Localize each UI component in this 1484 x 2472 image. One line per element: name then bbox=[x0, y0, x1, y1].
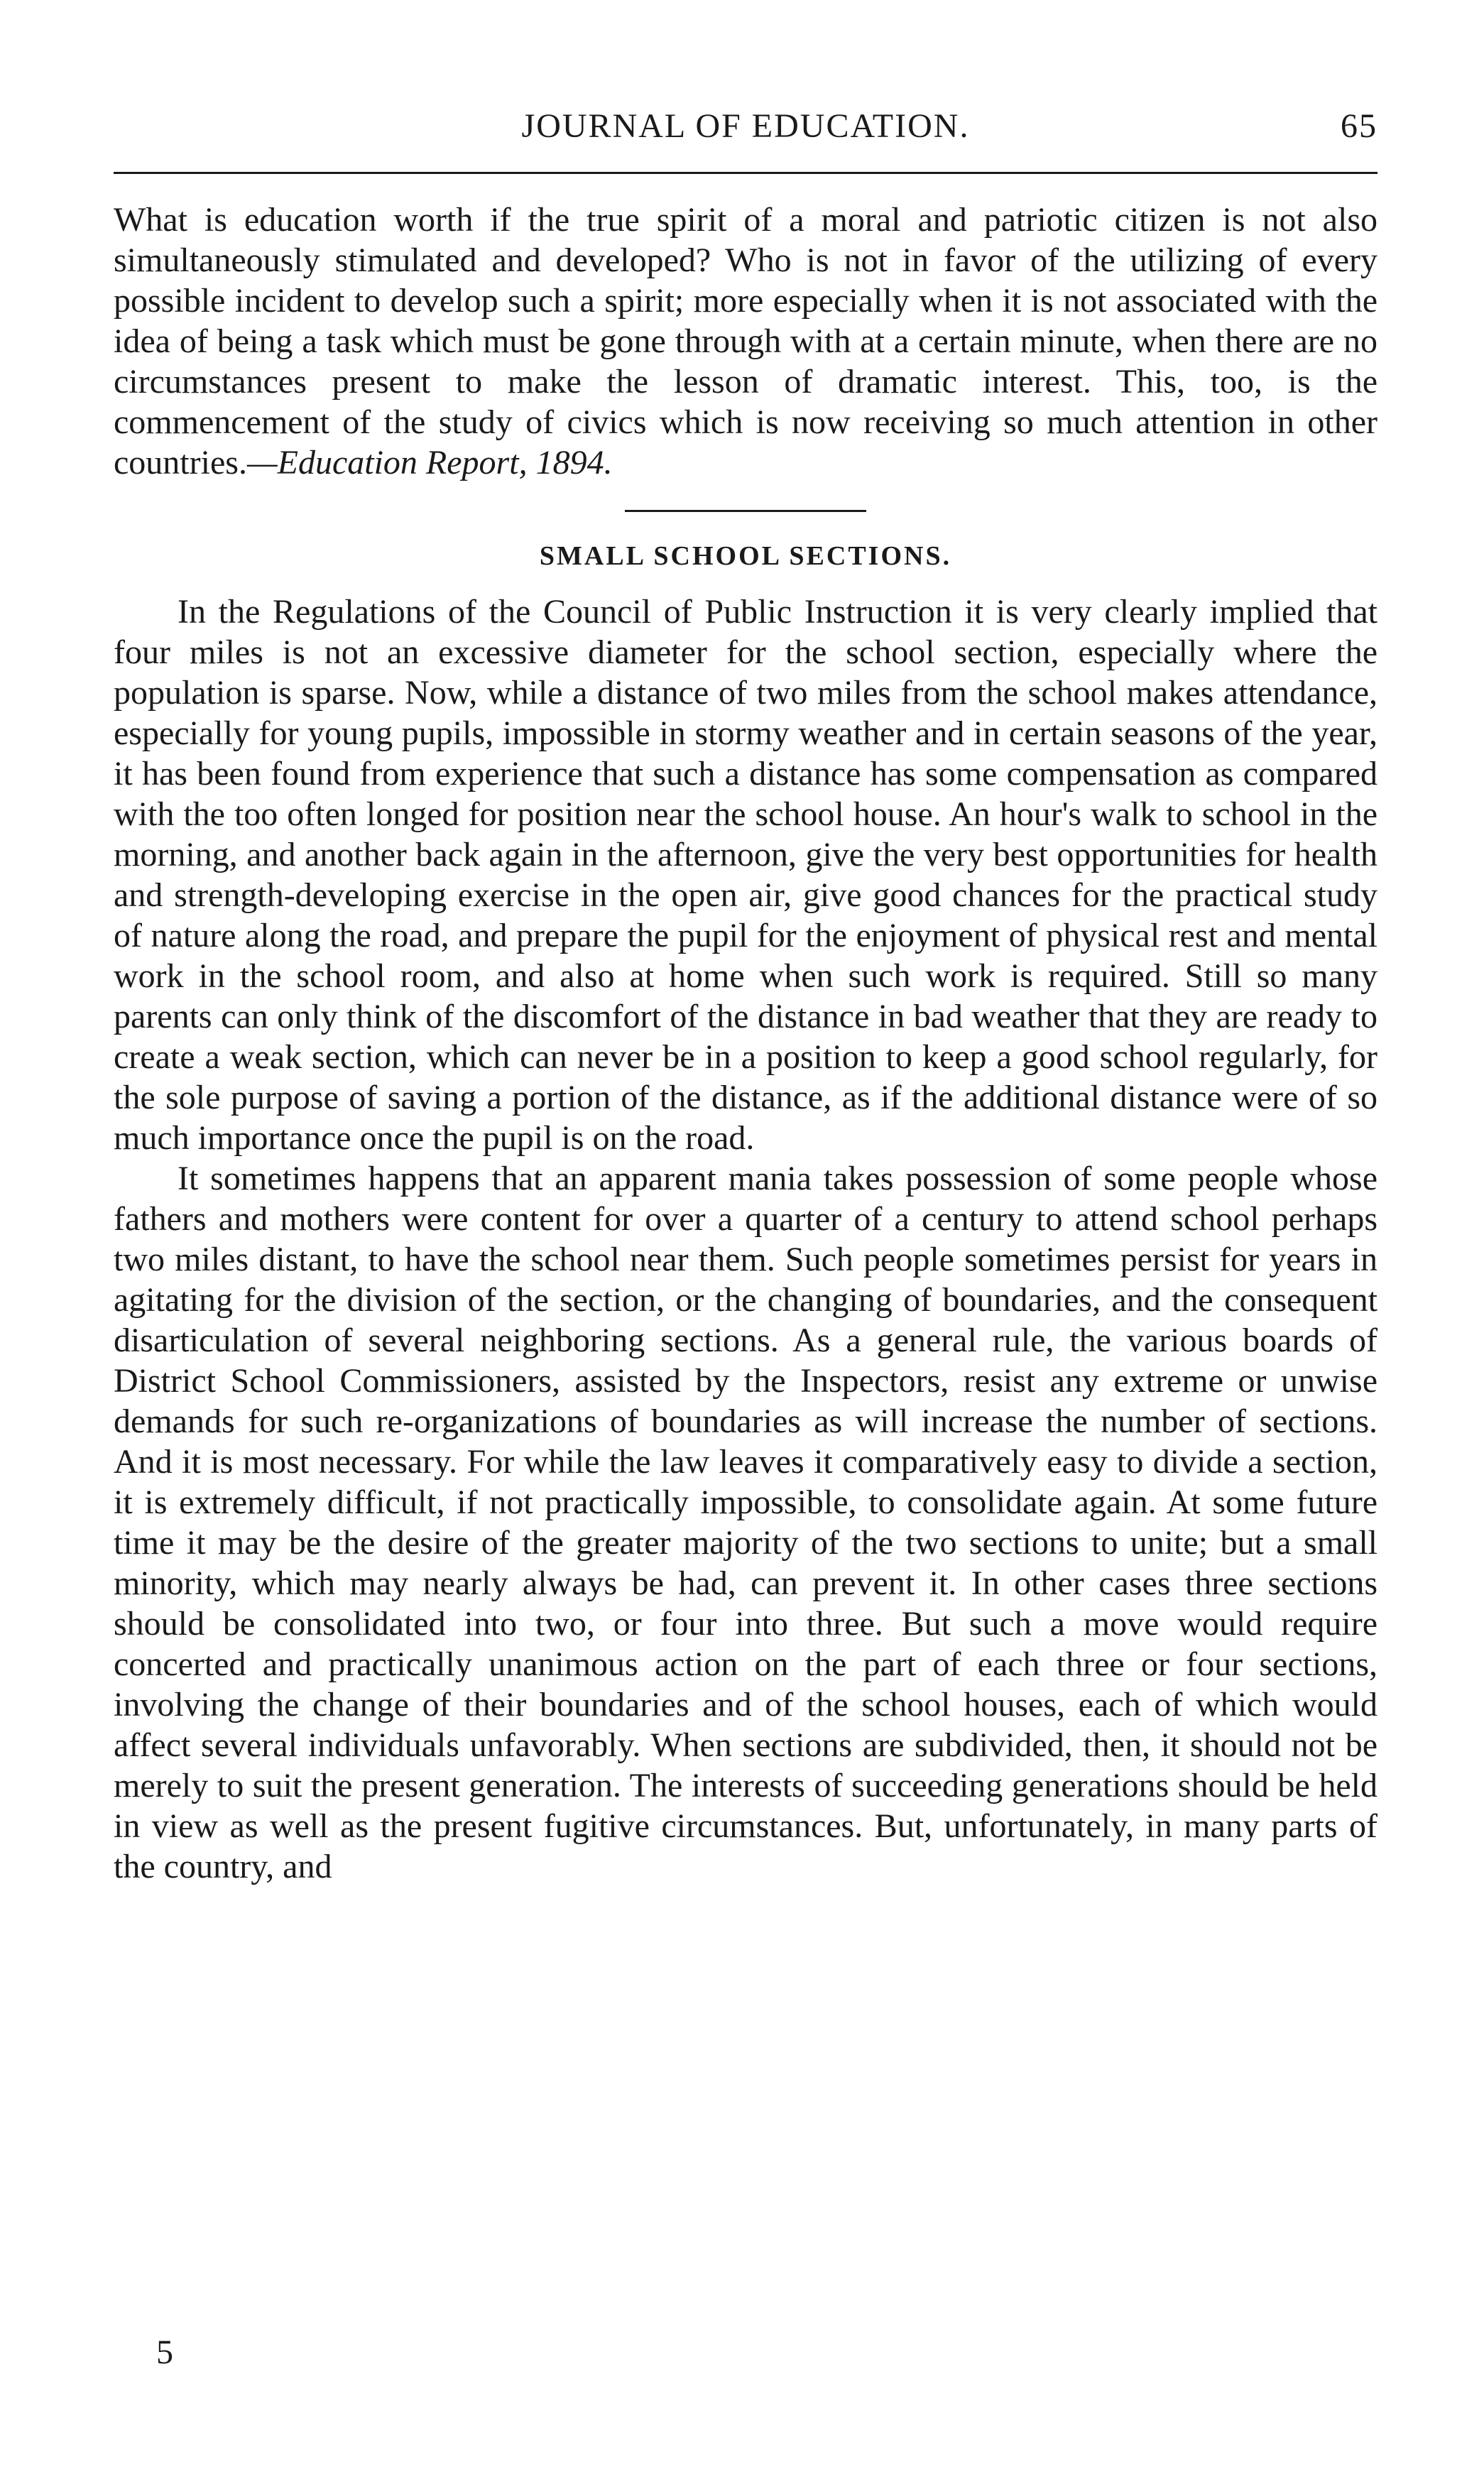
body-paragraph-2: It sometimes happens that an apparent mania takes possession of some people whose fathers and mothers were content for over a quarter of a century to attend school perhaps two miles distant, to have the school near them. Such people sometimes persist for years in agitating for the division of the section, or the changing of boundaries, and the consequent disarticulation of several neighboring sections. As a general rule, the various boards of District School Commissioners, assisted by the Inspectors, resist any extreme or unwise demands for such re-organizations of boundaries as will increase the number of sections. And it is most necessary. For while the law leaves it comparatively easy to divide a section, it is extremely difficult, if not practically impossible, to consolidate again. At some future time it may be the desire of the greater majority of the two sections to unite; but a small minority, which may nearly always be had, can prevent it. In other cases three sections should be consolidated into two, or four into three. But such a move would require concerted and practically unanimous action on the part of each three or four sections, involving the change of their boundaries and of the school houses, each of which would affect several individuals unfavorably. When sections are subdivided, then, it should not be merely to suit the present generation. The interests of succeeding generations should be held in view as well as the present fugitive circumstances. But, unfortunately, in many parts of the country, and bbox=[114, 1160, 1377, 1885]
running-head bbox=[114, 107, 1377, 163]
page bbox=[114, 107, 1377, 1887]
intro-text: What is education worth if the true spirit of a moral and patriotic citizen is not also simultaneously stimulated and developed? Who is not in favor of the utilizing of every possible incident to develop such a spirit; more especially when it is not associated with the idea of being a task which must be gone through with at a certain minute, when there are no circumstances present to make the lesson of dramatic interest. This, too, is the commencement of the study of civics which is now receiving so much attention in other countries. bbox=[114, 201, 1377, 481]
signature-mark: 5 bbox=[156, 2334, 173, 2371]
page-number: 65 bbox=[1341, 107, 1377, 145]
header-rule bbox=[114, 172, 1377, 174]
intro-citation: —Education Report, 1894. bbox=[246, 444, 613, 481]
journal-title: JOURNAL OF EDUCATION. bbox=[521, 107, 970, 145]
section-divider bbox=[625, 510, 866, 512]
intro-paragraph bbox=[114, 200, 1377, 483]
body-paragraph-1: In the Regulations of the Council of Public Instruction it is very clearly implied that four miles is not an excessive diameter for the school section, especially where the population is sparse. Now, while a distance of two miles from the school makes attendance, especially for young pupils, impossible in stormy weather and in certain seasons of the year, it has been found from experience that such a distance has some compensation as compared with the too often longed for position near the school house. An hour's walk to school in the morning, and another back again in the afternoon, give the very best opportunities for health and strength-developing exercise in the open air, give good chances for the practical study of nature along the road, and prepare the pupil for the enjoyment of physical rest and mental work in the school room, and also at home when such work is required. Still so many parents can only think of the discomfort of the distance in bad weather that they are ready to create a weak section, which can never be in a position to keep a good school regularly, for the sole purpose of saving a portion of the distance, as if the additional distance were of so much importance once the pupil is on the road. bbox=[114, 593, 1377, 1157]
section-heading: SMALL SCHOOL SECTIONS. bbox=[539, 541, 952, 571]
